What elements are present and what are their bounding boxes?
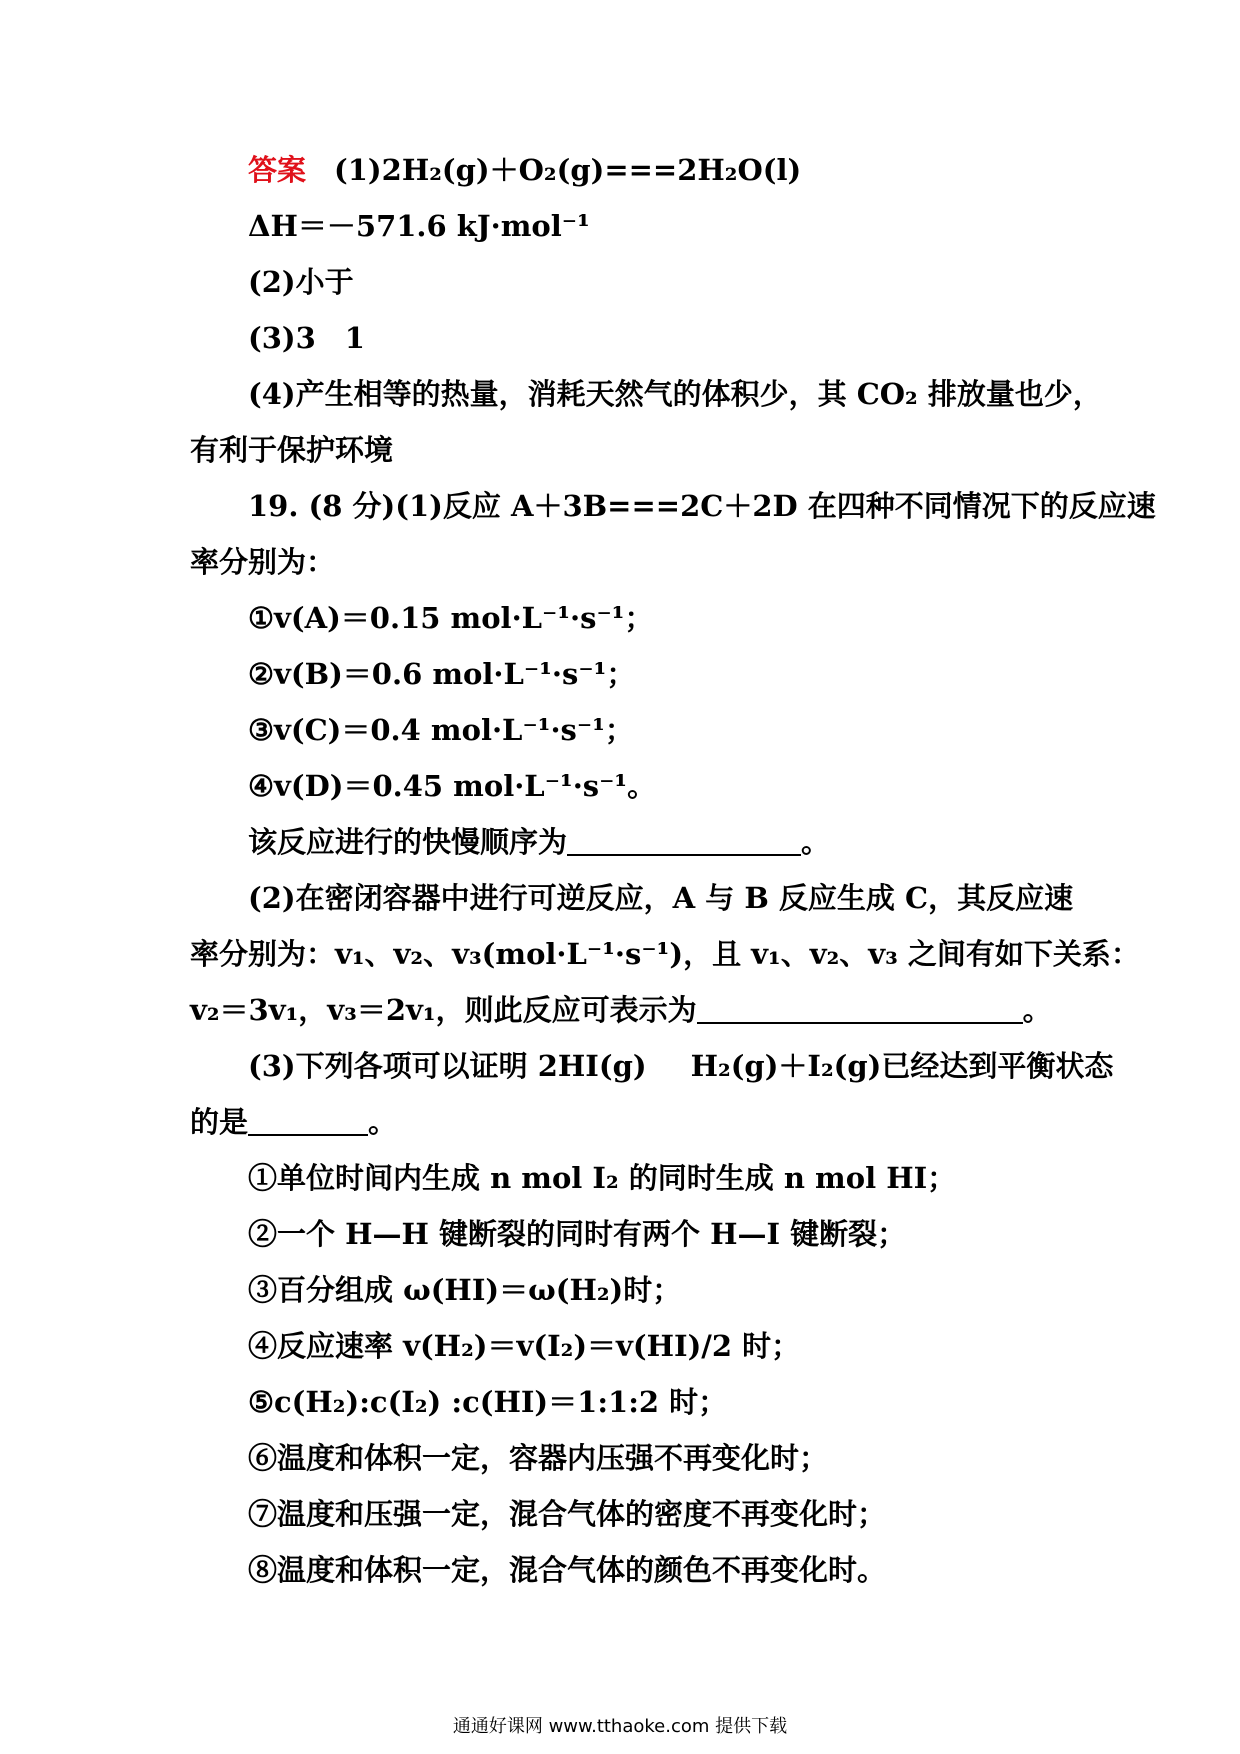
rate-2: ②v(B)＝0.6 mol·L⁻¹·s⁻¹； <box>248 657 636 691</box>
answer-part-4-cont: 有利于保护环境 <box>190 433 394 467</box>
ask-1-end: 。 <box>801 825 831 859</box>
option-4: ④反应速率 v(H₂)＝v(I₂)＝v(HI)/2 时； <box>248 1329 801 1363</box>
question-19-stem: 19. (8 分)(1)反应 A＋3B===2C＋2D 在四种不同情况下的反应速 <box>248 489 1156 523</box>
answer-enthalpy: ΔH＝－571.6 kJ·mol⁻¹ <box>248 209 590 243</box>
option-8: ⑧温度和体积一定，混合气体的颜色不再变化时。 <box>248 1553 887 1587</box>
answer-blank-1[interactable] <box>567 824 801 856</box>
answer-part-4: (4)产生相等的热量，消耗天然气的体积少，其 CO₂ 排放量也少， <box>248 377 1102 411</box>
option-3: ③百分组成 ω(HI)＝ω(H₂)时； <box>248 1273 682 1307</box>
answer-part-3: (3)3 1 <box>248 321 365 355</box>
option-7: ⑦温度和压强一定，混合气体的密度不再变化时； <box>248 1497 887 1531</box>
part-3-line-1 <box>248 1046 1113 1086</box>
part-3-end: 。 <box>368 1105 398 1139</box>
answer-line-1 <box>248 150 801 190</box>
answer-label: 答案 <box>248 153 307 187</box>
answer-part-1: (1)2H₂(g)＋O₂(g)===2H₂O(l) <box>334 153 802 187</box>
part-3-text-b: H₂(g)＋I₂(g)已经达到平衡状态 <box>690 1049 1114 1083</box>
page-footer: 通通好课网 www.tthaoke.com 提供下载 <box>452 1716 788 1737</box>
part-2-line-1: (2)在密闭容器中进行可逆反应，A 与 B 反应生成 C，其反应速 <box>248 881 1074 915</box>
question-19-stem-cont: 率分别为： <box>190 545 336 579</box>
ask-1-text: 该反应进行的快慢顺序为 <box>248 825 568 859</box>
option-2: ②一个 H—H 键断裂的同时有两个 H—I 键断裂； <box>248 1217 907 1251</box>
answer-blank-2[interactable] <box>697 992 1023 1024</box>
option-5: ⑤c(H₂):c(I₂) :c(HI)＝1:1:2 时； <box>248 1385 728 1419</box>
part-2-ask: v₂＝3v₁，v₃＝2v₁，则此反应可表示为 <box>190 993 697 1027</box>
answer-blank-3[interactable] <box>248 1104 368 1136</box>
rate-1: ①v(A)＝0.15 mol·L⁻¹·s⁻¹； <box>248 601 654 635</box>
part-2-line-2: 率分别为：v₁、v₂、v₃(mol·L⁻¹·s⁻¹)，且 v₁、v₂、v₃ 之间有如下关系： <box>190 937 1140 971</box>
part-3-line-2 <box>190 1102 397 1142</box>
part-3-ask: 的是 <box>190 1105 249 1139</box>
option-6: ⑥温度和体积一定，容器内压强不再变化时； <box>248 1441 829 1475</box>
option-1: ①单位时间内生成 n mol I₂ 的同时生成 n mol HI； <box>248 1161 957 1195</box>
answer-part-2: (2)小于 <box>248 265 354 299</box>
rate-3: ③v(C)＝0.4 mol·L⁻¹·s⁻¹； <box>248 713 634 747</box>
question-1-ask <box>248 822 830 862</box>
rate-4: ④v(D)＝0.45 mol·L⁻¹·s⁻¹。 <box>248 769 657 803</box>
part-2-line-3 <box>190 990 1052 1030</box>
part-3-text-a: (3)下列各项可以证明 2HI(g) <box>248 1049 647 1083</box>
part-2-end: 。 <box>1022 993 1052 1027</box>
